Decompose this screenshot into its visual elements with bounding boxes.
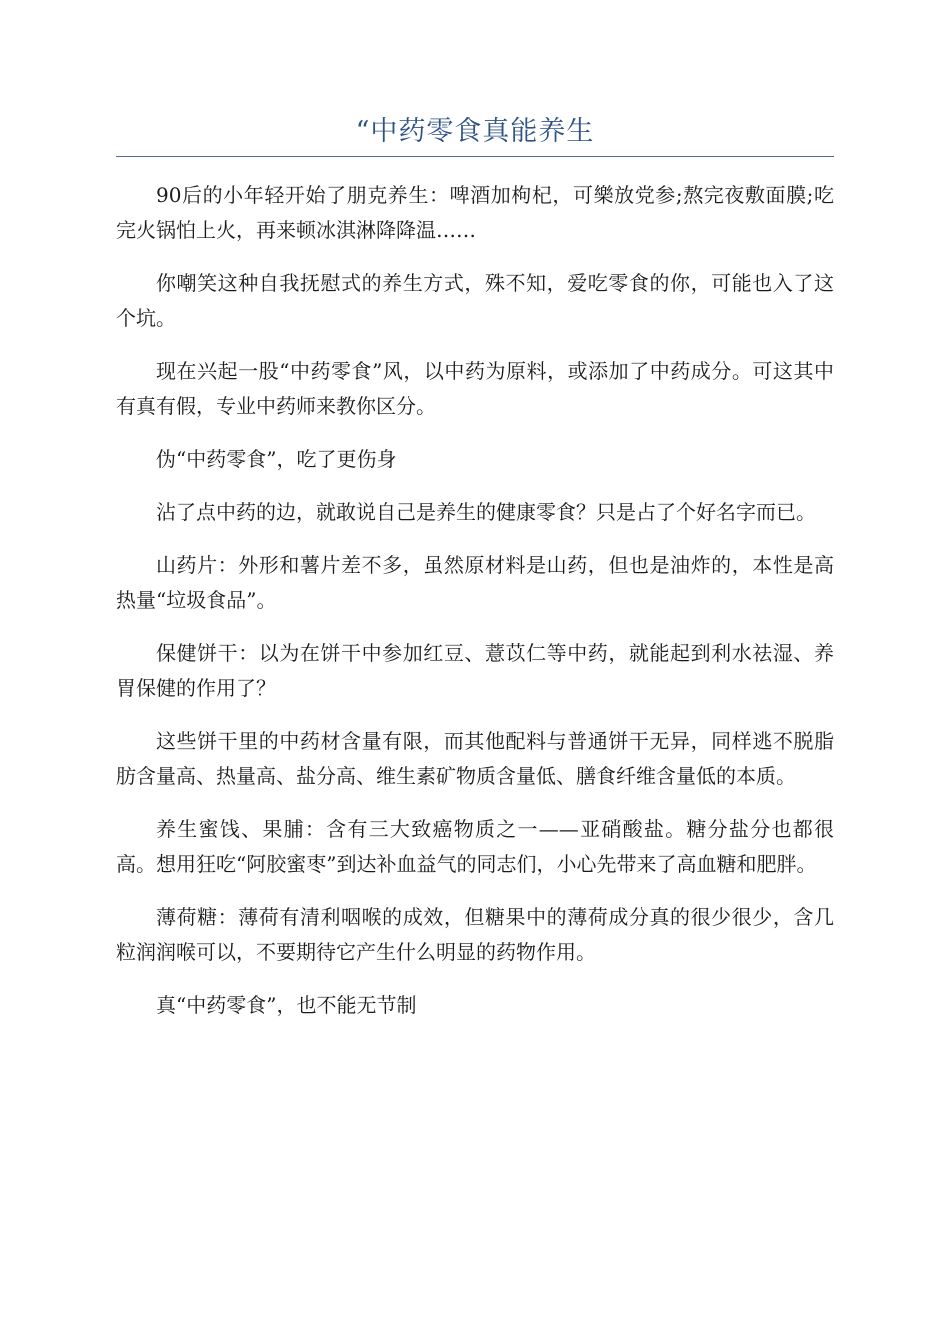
paragraph-health-biscuits: 保健饼干：以为在饼干中参加红豆、薏苡仁等中药，就能起到利水祛湿、养胃保健的作用了？ xyxy=(116,641,834,700)
title-block xyxy=(116,112,834,157)
section-heading-fake-snacks: 伪“中药零食”，吃了更伤身 xyxy=(156,447,397,471)
section-heading-real-snacks: 真“中药零食”，也不能无节制 xyxy=(156,993,417,1017)
paragraph-1: 90后的小年轻开始了朋克养生：啤酒加枸杞，可樂放党参;熬完夜敷面膜;吃完火锅怕上火，再来顿冰淇淋降降温…… xyxy=(116,183,834,242)
paragraph-2: 你嘲笑这种自我抚慰式的养生方式，殊不知，爱吃零食的你，可能也入了这个坑。 xyxy=(116,271,834,330)
paragraph-3: 现在兴起一股“中药零食”风，以中药为原料，或添加了中药成分。可这其中有真有假，专业中药师来教你区分。 xyxy=(116,359,834,418)
document-body xyxy=(116,178,834,1041)
paragraph-yam-chips: 山药片：外形和薯片差不多，虽然原材料是山药，但也是油炸的，本性是高热量“垃圾食品”。 xyxy=(116,553,834,612)
paragraph-preserved-fruit: 养生蜜饯、果脯：含有三大致癌物质之一——亚硝酸盐。糖分盐分也都很高。想用狂吃“阿胶蜜枣”到达补血益气的同志们，小心先带来了高血糖和肥胖。 xyxy=(116,817,834,876)
page-title: “中药零食真能养生 xyxy=(355,116,595,147)
paragraph-5: 沾了点中药的边，就敢说自己是养生的健康零食？只是占了个好名字而已。 xyxy=(156,500,816,524)
paragraph-biscuit-detail: 这些饼干里的中药材含量有限，而其他配料与普通饼干无异，同样逃不脱脂肪含量高、热量高、盐分高、维生素矿物质含量低、膳食纤维含量低的本质。 xyxy=(116,729,834,788)
paragraph-mint-candy: 薄荷糖：薄荷有清利咽喉的成效，但糖果中的薄荷成分真的很少很少，含几粒润润喉可以，不要期待它产生什么明显的药物作用。 xyxy=(116,905,834,964)
